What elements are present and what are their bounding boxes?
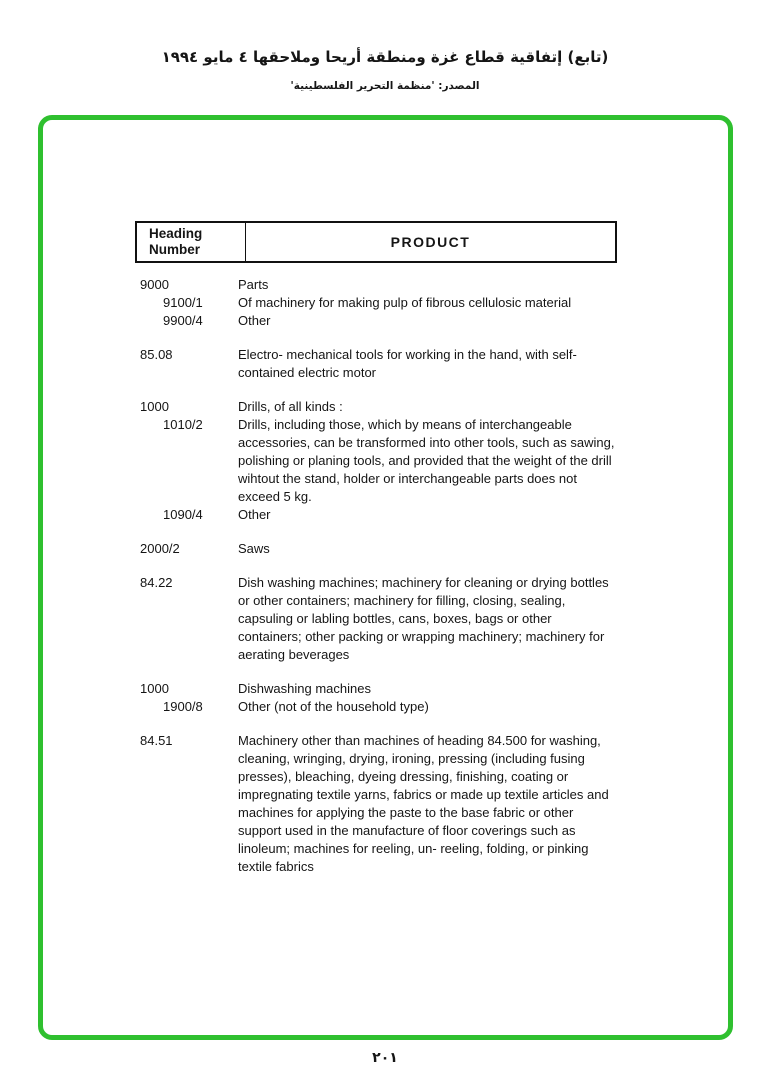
table-row <box>140 698 618 716</box>
heading-number-cell: 9000 <box>140 277 169 292</box>
table-row <box>140 346 618 382</box>
product-text: Parts <box>238 277 269 292</box>
heading-number-cell: 84.22 <box>140 575 173 590</box>
heading-number-cell: 84.51 <box>140 733 173 748</box>
heading-label-line2: Number <box>149 242 201 257</box>
table-row <box>140 398 618 416</box>
heading-number-cell: 9900/4 <box>163 313 203 328</box>
heading-number-cell: 1900/8 <box>163 699 203 714</box>
table-group <box>140 680 618 716</box>
product-text: Other (not of the household type) <box>238 699 429 714</box>
page-number: ٢٠١ <box>372 1050 398 1066</box>
table-group <box>140 732 618 876</box>
table-row <box>140 574 618 664</box>
heading-number-cell: 85.08 <box>140 347 173 362</box>
table-header <box>135 221 617 263</box>
table-row <box>140 506 618 524</box>
heading-number-cell: 1000 <box>140 399 169 414</box>
table-row <box>140 416 618 506</box>
heading-number-cell: 9100/1 <box>163 295 203 310</box>
document-source-arabic: المصدر: 'منظمة التحرير الفلسطينية' <box>290 80 480 92</box>
heading-number-cell: 1090/4 <box>163 507 203 522</box>
product-text: Drills, of all kinds : <box>238 399 343 414</box>
product-text: Dishwashing machines <box>238 681 371 696</box>
product-text: Other <box>238 313 271 328</box>
table-row <box>140 294 618 312</box>
table-row <box>140 540 618 558</box>
product-text: Of machinery for making pulp of fibrous cellulosic material <box>238 295 572 310</box>
heading-number-cell: 1010/2 <box>163 417 203 432</box>
table-group <box>140 540 618 558</box>
table-row <box>140 680 618 698</box>
table-row <box>140 732 618 876</box>
heading-number-column-header <box>137 223 245 261</box>
heading-number-cell: 2000/2 <box>140 541 180 556</box>
product-table-body <box>140 276 618 876</box>
product-column-header: PRODUCT <box>390 234 471 250</box>
table-row <box>140 312 618 330</box>
product-text: Electro- mechanical tools for working in the hand, with self-contained electric motor <box>238 347 577 380</box>
heading-number-cell: 1000 <box>140 681 169 696</box>
product-text: Other <box>238 507 271 522</box>
table-group <box>140 574 618 664</box>
product-text: Saws <box>238 541 270 556</box>
table-row <box>140 276 618 294</box>
page-frame <box>38 115 733 1040</box>
product-text: Dish washing machines; machinery for cleaning or drying bottles or other containers; machinery for filling, closing, sealing, capsuling or labling bottles, cans, boxes, bags or other containers; other packing or wrapping machinery; machinery for aerating beverages <box>238 575 609 662</box>
document-title-arabic: (تابع) إتفاقية قطاع غزة ومنطقة أريحا وملاحقها ٤ مايو ١٩٩٤ <box>161 48 609 66</box>
table-group <box>140 398 618 524</box>
product-text: Machinery other than machines of heading 84.500 for washing, cleaning, wringing, drying, ironing, pressing (including fusing presses), bleaching, dyeing dressing, finishing, coating or impregnating textile yarns, fabrics or made up textile articles and machines for applying the paste to the base fabric or other support used in the manufacture of floor coverings such as linoleum; machines for reeling, un- reeling, folding, or pinking textile fabrics <box>238 733 609 874</box>
table-group <box>140 276 618 330</box>
table-group <box>140 346 618 382</box>
heading-label-line1: Heading <box>149 226 203 241</box>
product-text: Drills, including those, which by means of interchangeable accessories, can be transformed into other tools, such as sawing, polishing or planing tools, and provided that the weight of the drill wihtout the stand, holder or interchangeable parts does not exceed 5 kg. <box>238 417 615 504</box>
